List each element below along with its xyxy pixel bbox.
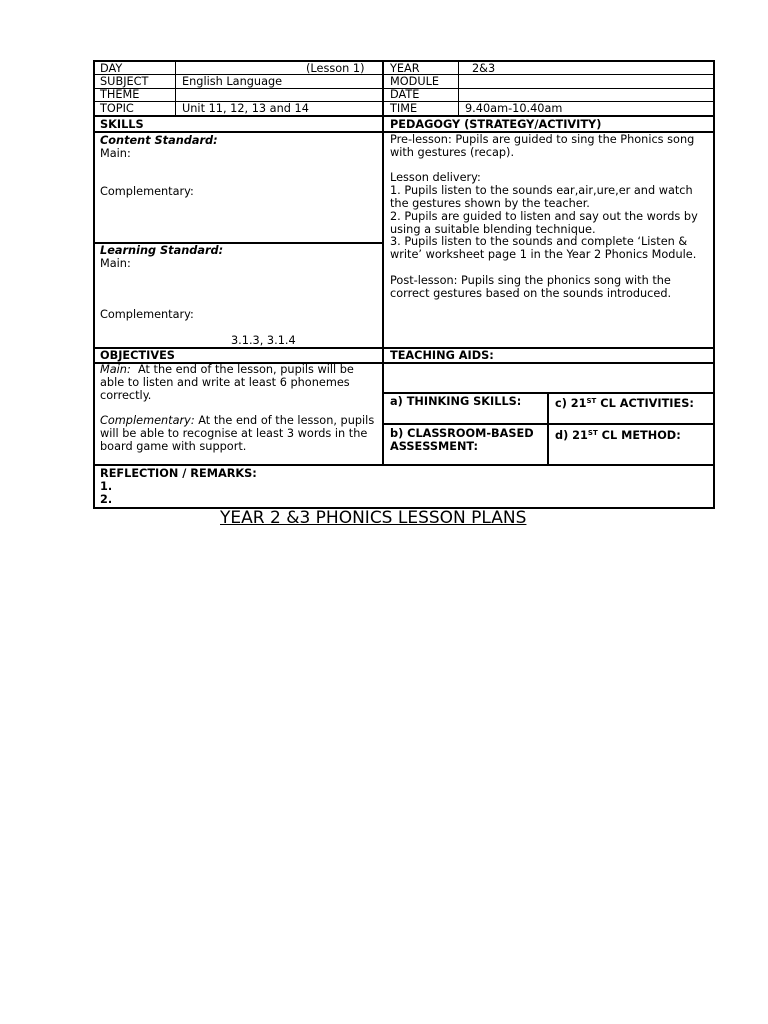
learning-standard-codes: 3.1.3, 3.1.4 (231, 334, 296, 347)
year-label: YEAR (390, 62, 420, 75)
cl-method-prefix: d) 21 (555, 429, 588, 442)
pedagogy-content (390, 134, 712, 300)
delivery-step-2: 2. Pupils are guided to listen and say out the words by using a suitable blending technique. (390, 209, 698, 236)
skills-heading: SKILLS (100, 118, 144, 131)
post-lesson-text: Post-lesson: Pupils sing the phonics song with the correct gestures based on the sounds introduced. (390, 273, 672, 300)
thinking-skills-label: a) THINKING SKILLS: (390, 395, 522, 408)
year-value: 2&3 (472, 62, 496, 75)
day-value: (Lesson 1) (306, 62, 365, 75)
row-divider (95, 464, 713, 466)
date-label: DATE (390, 88, 420, 101)
document-title: YEAR 2 &3 PHONICS LESSON PLANS (220, 508, 527, 528)
content-complementary-label: Complementary: (100, 185, 194, 198)
objectives-heading: OBJECTIVES (100, 349, 175, 362)
pedagogy-heading: PEDAGOGY (STRATEGY/ACTIVITY) (390, 118, 602, 131)
objectives-content (100, 364, 376, 454)
pre-lesson-text: Pre-lesson: Pupils are guided to sing the Phonics song with gestures (recap). (390, 133, 695, 159)
content-main-label: Main: (100, 147, 131, 160)
topic-value: Unit 11, 12, 13 and 14 (182, 102, 309, 115)
time-value: 9.40am-10.40am (465, 102, 563, 115)
day-label: DAY (100, 62, 123, 75)
delivery-step-3: 3. Pupils listen to the sounds and complete ‘Listen & write’ worksheet page 1 in the Year 2 Phonics Module. (390, 235, 697, 262)
objective-comp-text: At the end of the lesson, pupils will be able to recognise at least 3 words in the board game with support. (100, 414, 375, 453)
column-divider (547, 393, 549, 465)
subject-value: English Language (182, 75, 283, 88)
delivery-step-1: 1. Pupils listen to the sounds ear,air,ure,er and watch the gestures shown by the teacher. (390, 184, 693, 210)
row-divider (95, 115, 713, 117)
reflection-item-1: 1. (100, 480, 113, 493)
cl-activities-suffix: CL ACTIVITIES: (596, 397, 694, 410)
cl-method-label (555, 427, 681, 442)
classroom-assessment-label-line2: ASSESSMENT: (390, 440, 479, 453)
learning-complementary-label: Complementary: (100, 308, 194, 321)
cl-method-suffix: CL METHOD: (597, 429, 681, 442)
objective-main (100, 364, 376, 402)
reflection-heading: REFLECTION / REMARKS: (100, 467, 257, 480)
cl-activities-label (555, 395, 694, 410)
objective-comp-label: Complementary: (100, 414, 195, 428)
time-label: TIME (390, 102, 418, 115)
classroom-assessment-label-line1: b) CLASSROOM-BASED (390, 427, 534, 440)
theme-label: THEME (100, 88, 140, 101)
cl-method-sup: ST (587, 429, 598, 437)
teaching-aids-heading: TEACHING AIDS: (390, 349, 494, 362)
topic-label: TOPIC (100, 102, 134, 115)
module-label: MODULE (390, 75, 440, 88)
learning-main-label: Main: (100, 257, 131, 270)
reflection-item-2: 2. (100, 493, 113, 506)
content-standard-heading: Content Standard: (100, 134, 218, 147)
column-divider (382, 61, 384, 466)
objective-main-text: At the end of the lesson, pupils will be able to listen and write at least 6 phonemes correctly. (100, 363, 354, 402)
column-divider (458, 61, 459, 116)
cl-activities-sup: ST (586, 397, 597, 405)
subject-label: SUBJECT (100, 75, 149, 88)
lesson-delivery-label: Lesson delivery: (390, 171, 481, 185)
learning-standard-heading: Learning Standard: (100, 244, 224, 257)
cl-activities-prefix: c) 21 (555, 397, 587, 410)
objective-main-label: Main: (100, 363, 131, 376)
objective-complementary (100, 415, 376, 453)
column-divider (175, 61, 176, 116)
